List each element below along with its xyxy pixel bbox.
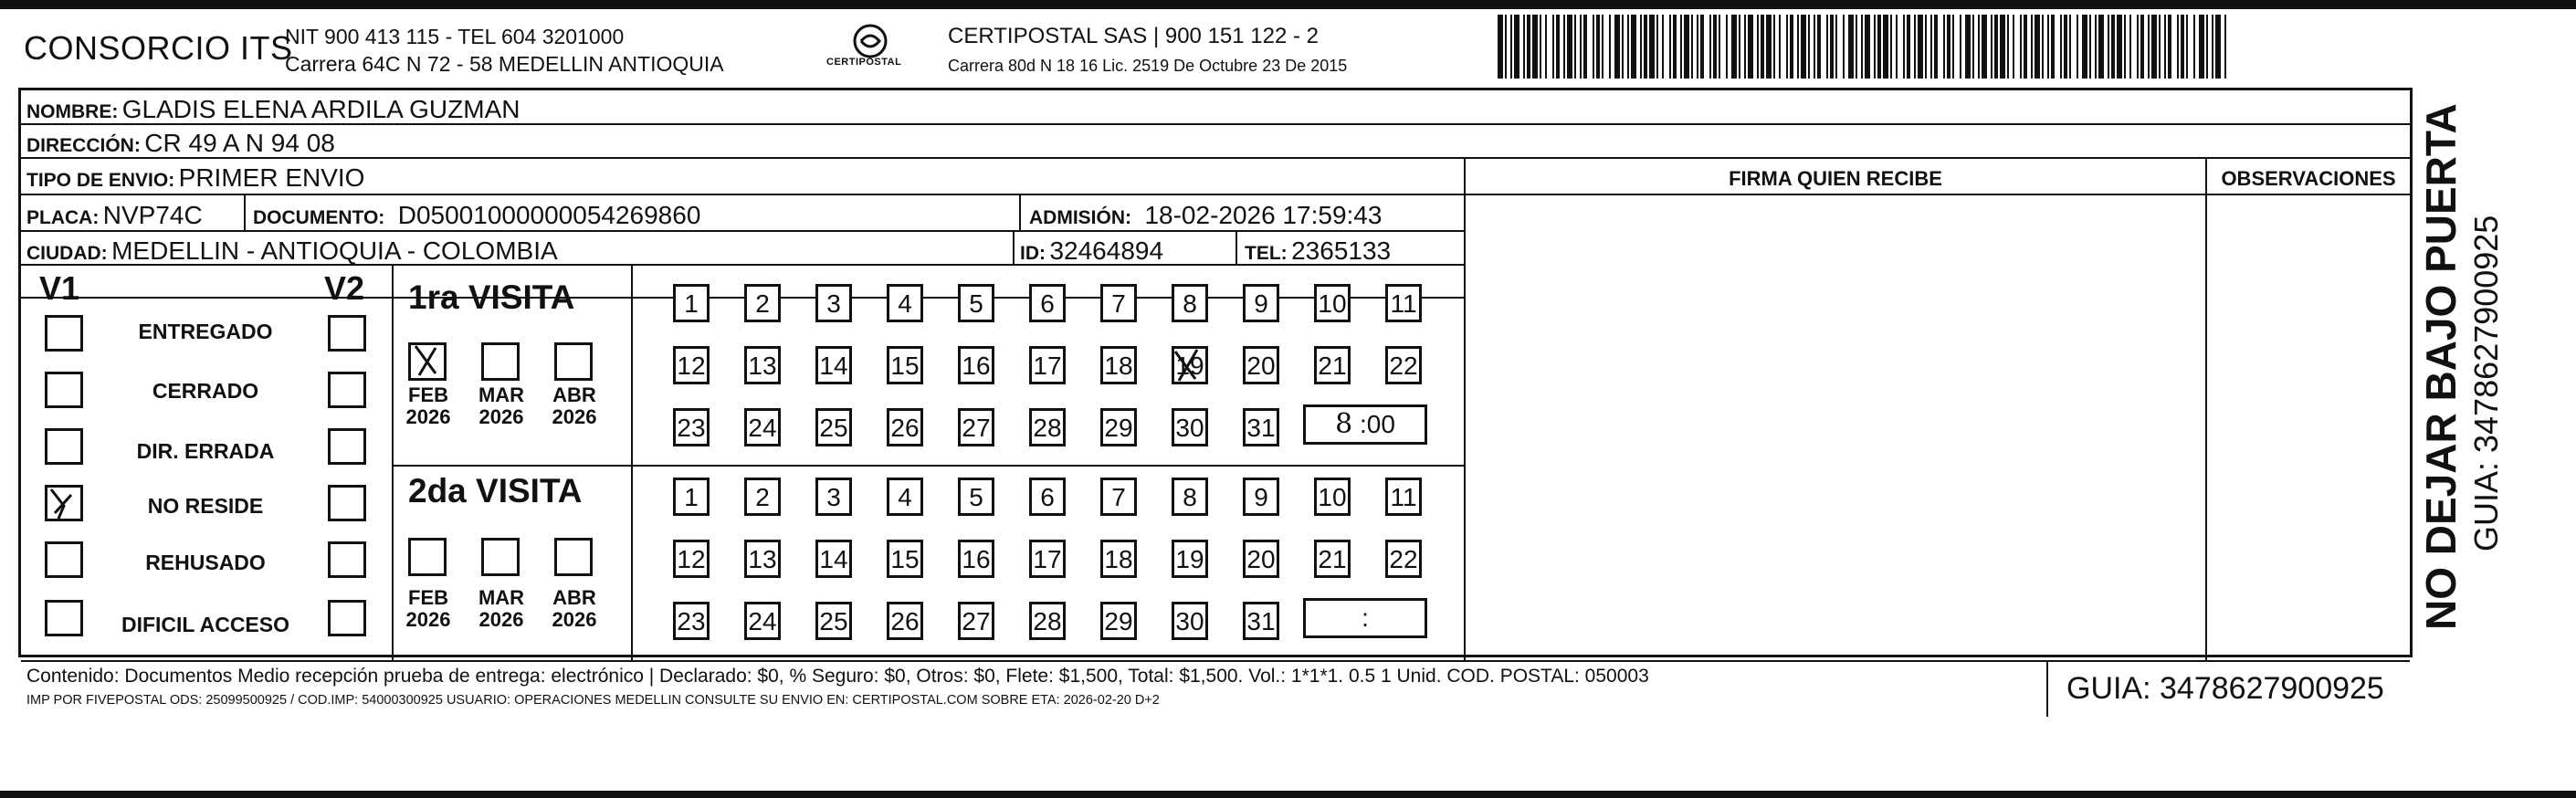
- second-visit-day-5[interactable]: 5: [958, 478, 994, 516]
- second-visit-day-12[interactable]: 12: [673, 540, 710, 578]
- barcode-bar: [1978, 15, 1980, 79]
- v2-dificil-acceso-checkbox[interactable]: [328, 600, 366, 636]
- barcode-bar: [1907, 15, 1910, 79]
- first-visit-day-6[interactable]: 6: [1029, 284, 1066, 322]
- direccion-label: DIRECCIÓN:: [26, 135, 141, 156]
- second-visit-day-3[interactable]: 3: [815, 478, 852, 516]
- first-visit-day-22[interactable]: 22: [1385, 346, 1422, 384]
- v1-dificil-acceso-checkbox[interactable]: [45, 600, 83, 636]
- first-visit-title: 1ra VISITA: [408, 278, 575, 316]
- first-visit-abr-checkbox[interactable]: [554, 342, 593, 381]
- barcode-bar: [2151, 15, 2157, 79]
- barcode-bar: [1656, 15, 1658, 79]
- barcode-bar: [1739, 15, 1740, 79]
- first-visit-day-31[interactable]: 31: [1243, 408, 1279, 446]
- barcode-bar: [1580, 15, 1582, 79]
- placa-row: [26, 201, 203, 230]
- barcode-bar: [1649, 15, 1655, 79]
- barcode-bar: [1972, 15, 1974, 79]
- first-visit-day-9[interactable]: 9: [1243, 284, 1279, 322]
- barcode-bar: [1609, 15, 1611, 79]
- v1-rehusado-checkbox[interactable]: [45, 541, 83, 578]
- barcode-bar: [2069, 15, 2071, 79]
- nombre-label: NOMBRE:: [26, 101, 119, 122]
- barcode-bar: [1761, 15, 1764, 79]
- first-visit-day-7[interactable]: 7: [1100, 284, 1137, 322]
- barcode-bar: [1934, 15, 1938, 79]
- v2-dir-errada-checkbox[interactable]: [328, 428, 366, 465]
- first-visit-feb-checkbox[interactable]: [408, 342, 447, 381]
- company-name: CONSORCIO ITS: [24, 29, 293, 67]
- first-visit-day-23[interactable]: 23: [673, 408, 710, 446]
- id-value: 32464894: [1049, 236, 1164, 265]
- barcode-bar: [1713, 15, 1717, 79]
- barcode-bar: [1505, 15, 1507, 79]
- barcode-bar: [1545, 15, 1547, 79]
- second-visit-title: 2da VISITA: [408, 472, 583, 509]
- first-visit-day-5[interactable]: 5: [958, 284, 994, 322]
- second-visit-day-11[interactable]: 11: [1385, 478, 1422, 516]
- second-visit-abr-label: ABR 2026: [552, 586, 597, 631]
- company-nit-tel: NIT 900 413 115 - TEL 604 3201000: [285, 25, 625, 48]
- first-visit-day-16[interactable]: 16: [958, 346, 994, 384]
- barcode-bar: [1965, 15, 1971, 79]
- barcode-bar: [2077, 15, 2078, 79]
- barcode-bar: [1883, 15, 1888, 79]
- barcode-bar: [1680, 15, 1682, 79]
- check-mark-icon: [408, 342, 447, 381]
- second-visit-time-value: :: [1362, 604, 1369, 632]
- second-visit-day-9[interactable]: 9: [1243, 478, 1279, 516]
- second-visit-day-28[interactable]: 28: [1029, 602, 1066, 640]
- barcode-bar: [1614, 15, 1620, 79]
- courier-name: CERTIPOSTAL SAS | 900 151 122 - 2: [948, 24, 1319, 48]
- second-visit-day-14[interactable]: 14: [815, 540, 852, 578]
- first-visit-day-12[interactable]: 12: [673, 346, 710, 384]
- second-visit-day-10[interactable]: 10: [1314, 478, 1351, 516]
- documento-label: DOCUMENTO:: [253, 207, 385, 228]
- no-dejar-bajo-puerta: NO DEJAR BAJO PUERTA: [2417, 103, 2465, 630]
- documento-row: [253, 201, 700, 230]
- barcode-bar: [1903, 15, 1905, 79]
- barcode-bar: [2007, 15, 2009, 79]
- barcode-bar: [2098, 15, 2104, 79]
- first-visit-day-19-label: 19: [1175, 352, 1204, 380]
- first-visit-day-26[interactable]: 26: [887, 408, 923, 446]
- barcode-bar: [1540, 15, 1541, 79]
- barcode-bar: [2206, 15, 2208, 79]
- second-visit-day-6[interactable]: 6: [1029, 478, 1066, 516]
- second-visit-mar-label: MAR 2026: [478, 586, 525, 631]
- status-dir-errada: DIR. ERRADA: [136, 439, 275, 463]
- v1-entregado-checkbox[interactable]: [45, 315, 83, 352]
- barcode-bar: [1890, 15, 1892, 79]
- barcode-bar: [2108, 15, 2109, 79]
- placa-value: NVP74C: [102, 201, 203, 229]
- barcode-bar: [2000, 15, 2005, 79]
- barcode-bar: [1994, 15, 1998, 79]
- first-visit-day-25[interactable]: 25: [815, 408, 852, 446]
- barcode-bar: [2224, 15, 2226, 79]
- first-visit-time-hour: 8: [1335, 408, 1353, 440]
- second-visit-feb-checkbox[interactable]: [408, 538, 447, 576]
- barcode-bar: [1877, 15, 1881, 79]
- barcode-bar: [1982, 15, 1987, 79]
- second-visit-abr-checkbox[interactable]: [554, 538, 593, 576]
- side-guia: GUIA: 3478627900925: [2467, 215, 2505, 551]
- barcode-bar: [1602, 15, 1603, 79]
- second-visit-day-13[interactable]: 13: [744, 540, 781, 578]
- barcode-bar: [1797, 15, 1799, 79]
- second-visit-day-26[interactable]: 26: [887, 602, 923, 640]
- first-visit-day-13[interactable]: 13: [744, 346, 781, 384]
- barcode-bar: [2168, 15, 2171, 79]
- barcode-bar: [1627, 15, 1629, 79]
- barcode-bar: [1814, 15, 1815, 79]
- first-visit-day-2[interactable]: 2: [744, 284, 781, 322]
- ciudad-row: [26, 236, 558, 266]
- barcode-bar: [1631, 15, 1636, 79]
- footer-guia: GUIA: 3478627900925: [2066, 671, 2384, 706]
- barcode-bar: [1786, 15, 1788, 79]
- barcode-bar: [2124, 15, 2126, 79]
- v2-rehusado-checkbox[interactable]: [328, 541, 366, 578]
- tel-label: TEL:: [1245, 243, 1288, 264]
- barcode-bar: [2031, 15, 2033, 79]
- barcode-bar: [1527, 15, 1530, 79]
- barcode-bar: [1874, 15, 1876, 79]
- barcode-bar: [2111, 15, 2115, 79]
- second-visit-day-22[interactable]: 22: [1385, 540, 1422, 578]
- barcode-bar: [1861, 15, 1863, 79]
- second-visit-day-31[interactable]: 31: [1243, 602, 1279, 640]
- first-visit-day-24[interactable]: 24: [744, 408, 781, 446]
- barcode-bar: [1563, 15, 1565, 79]
- second-visit-day-8[interactable]: 8: [1172, 478, 1208, 516]
- direccion-row: [26, 129, 335, 158]
- barcode-bar: [1523, 15, 1525, 79]
- first-visit-day-3[interactable]: 3: [815, 284, 852, 322]
- barcode-bar: [1947, 15, 1950, 79]
- second-visit-day-20[interactable]: 20: [1243, 540, 1279, 578]
- documento-value: D05001000000054269860: [397, 201, 701, 229]
- barcode-bar: [1583, 15, 1587, 79]
- admision-row: [1029, 201, 1382, 230]
- barcode-bar: [2051, 15, 2055, 79]
- barcode-bar: [1662, 15, 1664, 79]
- barcode-bar: [2129, 15, 2131, 79]
- barcode-bar: [2095, 15, 2097, 79]
- v2-no-reside-checkbox[interactable]: [328, 485, 366, 521]
- status-no-reside: NO RESIDE: [147, 494, 264, 518]
- second-visit-day-18[interactable]: 18: [1100, 540, 1137, 578]
- first-visit-day-29[interactable]: 29: [1100, 408, 1137, 446]
- barcode-bar: [1622, 15, 1624, 79]
- status-rehusado: REHUSADO: [145, 551, 266, 574]
- barcode-bar: [2212, 15, 2213, 79]
- first-visit-day-18[interactable]: 18: [1100, 346, 1137, 384]
- barcode-bar: [2064, 15, 2067, 79]
- tipo-envio-label: TIPO DE ENVIO:: [26, 170, 175, 191]
- second-visit-feb-label: FEB 2026: [405, 586, 451, 631]
- barcode-bar: [1709, 15, 1711, 79]
- barcode-bar: [1930, 15, 1932, 79]
- tipo-envio-value: PRIMER ENVIO: [178, 163, 365, 192]
- courier-address: Carrera 80d N 18 16 Lic. 2519 De Octubre 23 De 2015: [948, 57, 1348, 75]
- barcode-bar: [1856, 15, 1857, 79]
- first-visit-day-28[interactable]: 28: [1029, 408, 1066, 446]
- barcode-bar: [2215, 15, 2221, 79]
- second-visit-day-7[interactable]: 7: [1100, 478, 1137, 516]
- barcode-bar: [1691, 15, 1693, 79]
- first-visit-feb-label: FEB 2026: [405, 383, 451, 428]
- barcode-bar: [1514, 15, 1519, 79]
- barcode-bar: [1684, 15, 1689, 79]
- barcode-bar: [1748, 15, 1753, 79]
- barcode-bar: [1673, 15, 1677, 79]
- footer-contents: Contenido: Documentos Medio recepción prueba de entrega: electrónico | Declarado: $0, % Seguro: $0, Otros: $0, Flete: $1,500, Total: $1,500. Vol.: 1*1*1. 0.5 1 Unid. COD. POSTAL: 050003: [26, 666, 1649, 687]
- check-mark-icon: [46, 486, 82, 522]
- barcode-bar: [1766, 15, 1772, 79]
- barcode-bar: [2159, 15, 2161, 79]
- second-visit-day-27[interactable]: 27: [958, 602, 994, 640]
- tel-row: [1245, 236, 1391, 266]
- v2-cerrado-checkbox[interactable]: [328, 372, 366, 408]
- barcode-bar: [1744, 15, 1746, 79]
- top-border: [0, 0, 2576, 9]
- admision-value: 18-02-2026 17:59:43: [1144, 201, 1383, 229]
- barcode-bar: [1925, 15, 1927, 79]
- barcode-bar: [1991, 15, 1992, 79]
- barcode-bar: [2060, 15, 2062, 79]
- barcode-bar: [1532, 15, 1538, 79]
- placa-label: PLACA:: [26, 207, 100, 228]
- first-visit-day-8[interactable]: 8: [1172, 284, 1208, 322]
- second-visit-day-15[interactable]: 15: [887, 540, 923, 578]
- v2-entregado-checkbox[interactable]: [328, 315, 366, 352]
- second-visit-day-4[interactable]: 4: [887, 478, 923, 516]
- barcode-bar: [1552, 15, 1554, 79]
- check-mark-icon: [1172, 346, 1208, 384]
- nombre-row: [26, 95, 520, 124]
- barcode-bar: [1700, 15, 1704, 79]
- direccion-value: CR 49 A N 94 08: [144, 129, 335, 157]
- first-visit-abr-label: ABR 2026: [552, 383, 597, 428]
- barcode-bar: [2082, 15, 2087, 79]
- footer-imp: IMP POR FIVEPOSTAL ODS: 25099500925 / COD.IMP: 54000300925 USUARIO: OPERACIONES MEDELLIN CONSULTE SU ENVIO EN: CERTIPOSTAL.COM SOBRE ETA: 2026-02-20 D+2: [26, 693, 1160, 708]
- certipostal-logo-icon: [838, 23, 902, 76]
- first-visit-day-21[interactable]: 21: [1314, 346, 1351, 384]
- tel-value: 2365133: [1291, 236, 1392, 265]
- first-visit-day-11[interactable]: 11: [1385, 284, 1422, 322]
- barcode-bar: [1779, 15, 1781, 79]
- barcode-bar: [2137, 15, 2139, 79]
- barcode-bar: [2024, 15, 2027, 79]
- barcode-bar: [1726, 15, 1728, 79]
- tipo-envio-row: [26, 163, 364, 193]
- id-label: ID:: [1020, 243, 1046, 264]
- barcode-bar: [2199, 15, 2204, 79]
- second-visit-day-25[interactable]: 25: [815, 602, 852, 640]
- v1-cerrado-checkbox[interactable]: [45, 372, 83, 408]
- barcode-bar: [2117, 15, 2122, 79]
- barcode-bar: [2140, 15, 2144, 79]
- second-visit-mar-checkbox[interactable]: [481, 538, 520, 576]
- first-visit-day-10[interactable]: 10: [1314, 284, 1351, 322]
- status-entregado: ENTREGADO: [138, 320, 273, 343]
- second-visit-day-17[interactable]: 17: [1029, 540, 1066, 578]
- barcode-bar: [1817, 15, 1821, 79]
- barcode-bar: [1697, 15, 1698, 79]
- first-visit-day-27[interactable]: 27: [958, 408, 994, 446]
- first-visit-time-value: :00: [1359, 410, 1395, 438]
- first-visit-day-20[interactable]: 20: [1243, 346, 1279, 384]
- first-visit-day-17[interactable]: 17: [1029, 346, 1066, 384]
- barcode-bar: [1843, 15, 1845, 79]
- status-cerrado: CERRADO: [152, 379, 259, 403]
- barcode-bar: [1773, 15, 1775, 79]
- company-address: Carrera 64C N 72 - 58 MEDELLIN ANTIOQUIA: [285, 52, 724, 76]
- second-visit-day-29[interactable]: 29: [1100, 602, 1137, 640]
- second-visit-day-19[interactable]: 19: [1172, 540, 1208, 578]
- barcode-bar: [1918, 15, 1923, 79]
- barcode-bar: [1574, 15, 1576, 79]
- barcode-bar: [2193, 15, 2195, 79]
- barcode-bar: [1830, 15, 1834, 79]
- barcode-bar: [1510, 15, 1512, 79]
- second-visit-day-2[interactable]: 2: [744, 478, 781, 516]
- status-dificil-acceso: DIFICIL ACCESO: [121, 613, 289, 636]
- barcode-bar: [1640, 15, 1642, 79]
- barcode-bar: [1914, 15, 1916, 79]
- first-visit-day-4[interactable]: 4: [887, 284, 923, 322]
- barcode-bar: [1865, 15, 1870, 79]
- first-visit-day-30[interactable]: 30: [1172, 408, 1208, 446]
- barcode-bar: [1498, 15, 1503, 79]
- barcode-bar: [2047, 15, 2049, 79]
- id-row: [1020, 236, 1163, 266]
- firma-header: FIRMA QUIEN RECIBE: [1729, 167, 1942, 190]
- nombre-value: GLADIS ELENA ARDILA GUZMAN: [121, 95, 520, 123]
- barcode-bar: [2042, 15, 2044, 79]
- barcode-bar: [1801, 15, 1806, 79]
- first-visit-day-1[interactable]: 1: [673, 284, 710, 322]
- barcode-bar: [2148, 15, 2150, 79]
- barcode-bar: [1719, 15, 1720, 79]
- ciudad-label: CIUDAD:: [26, 243, 108, 264]
- barcode-bar: [2035, 15, 2040, 79]
- v1-header: V1: [39, 269, 80, 307]
- barcode-bar: [1826, 15, 1828, 79]
- barcode-bar: [1596, 15, 1600, 79]
- form-frame: [18, 88, 2413, 708]
- first-visit-day-15[interactable]: 15: [887, 346, 923, 384]
- barcode-bar: [1896, 15, 1898, 79]
- logo-caption: CERTIPOSTAL: [826, 57, 902, 68]
- bottom-border: [0, 791, 2576, 798]
- barcode-bar: [1790, 15, 1793, 79]
- v1-no-reside-checkbox[interactable]: [45, 485, 83, 521]
- v2-header: V2: [324, 269, 365, 307]
- admision-label: ADMISIÓN:: [1029, 207, 1131, 228]
- second-visit-day-23[interactable]: 23: [673, 602, 710, 640]
- ciudad-value: MEDELLIN - ANTIOQUIA - COLOMBIA: [111, 236, 558, 265]
- barcode-bar: [1556, 15, 1560, 79]
- barcode-bar: [1943, 15, 1945, 79]
- first-visit-day-14[interactable]: 14: [815, 346, 852, 384]
- barcode: [1498, 15, 2228, 79]
- second-visit-day-24[interactable]: 24: [744, 602, 781, 640]
- barcode-bar: [1644, 15, 1647, 79]
- second-visit-time-field[interactable]: [1303, 598, 1427, 638]
- second-visit-day-1[interactable]: 1: [673, 478, 710, 516]
- first-visit-mar-label: MAR 2026: [478, 383, 525, 428]
- barcode-bar: [1669, 15, 1671, 79]
- barcode-bar: [2164, 15, 2166, 79]
- barcode-bar: [2177, 15, 2179, 79]
- barcode-bar: [2089, 15, 2091, 79]
- second-visit-day-16[interactable]: 16: [958, 540, 994, 578]
- first-visit-mar-checkbox[interactable]: [481, 342, 520, 381]
- barcode-bar: [1731, 15, 1737, 79]
- second-visit-day-21[interactable]: 21: [1314, 540, 1351, 578]
- barcode-bar: [1848, 15, 1854, 79]
- barcode-bar: [1593, 15, 1594, 79]
- barcode-bar: [1808, 15, 1810, 79]
- barcode-bar: [2020, 15, 2022, 79]
- second-visit-day-30[interactable]: 30: [1172, 602, 1208, 640]
- barcode-bar: [2013, 15, 2014, 79]
- barcode-bar: [1757, 15, 1759, 79]
- barcode-bar: [1960, 15, 1961, 79]
- v1-dir-errada-checkbox[interactable]: [45, 428, 83, 465]
- barcode-bar: [1835, 15, 1837, 79]
- first-visit-time-field[interactable]: [1303, 404, 1427, 445]
- first-visit-day-19[interactable]: [1172, 346, 1208, 384]
- barcode-bar: [1567, 15, 1572, 79]
- barcode-bar: [2186, 15, 2188, 79]
- barcode-bar: [1952, 15, 1954, 79]
- observaciones-header: OBSERVACIONES: [2221, 167, 2396, 190]
- barcode-bar: [2181, 15, 2184, 79]
